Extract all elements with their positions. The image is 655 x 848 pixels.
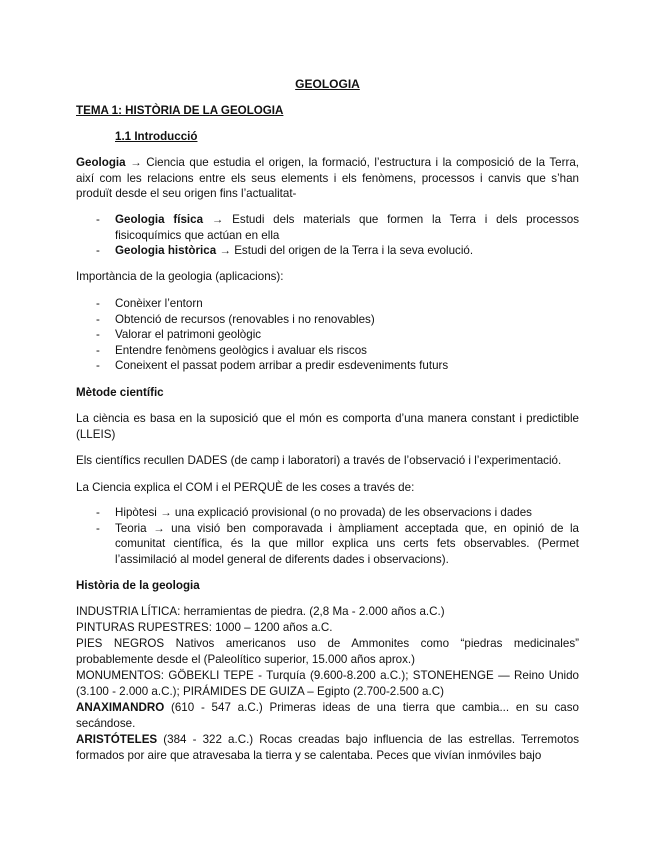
method-paragraph-3: La Ciencia explica el COM i el PERQUÈ de les coses a través de: <box>76 481 415 494</box>
list-item: - Conèixer l’entorn <box>76 296 579 312</box>
history-heading: Història de la geologia <box>76 579 200 592</box>
history-text: (384 - 322 a.C.) Rocas creadas bajo influencia de las estrellas. Terremotos formados por aire que atravesaba la tierra y se calentaba. Peces que vivían inmóviles bajo <box>76 733 579 762</box>
tema-heading: TEMA 1: HISTÒRIA DE LA GEOLOGIA <box>76 104 284 117</box>
history-text: (610 - 547 a.C.) Primeras ideas de una tierra que cambia... en su caso secándose. <box>76 701 579 730</box>
history-line: PINTURAS RUPESTRES: 1000 – 1200 años a.C. <box>76 621 333 634</box>
list-item <box>76 243 579 259</box>
history-term: ARISTÓTELES <box>76 733 158 746</box>
importance-intro: Importància de la geologia (aplicacions): <box>76 270 284 283</box>
history-line <box>76 700 579 732</box>
method-heading: Mètode científic <box>76 386 164 399</box>
definition-term: Geologia <box>76 156 126 169</box>
method-paragraph-1: La ciència es basa en la suposició que el món es comporta d’una manera constant i predictible (LLEIS) <box>76 412 579 441</box>
subsection-heading: 1.1 Introducció <box>115 130 198 143</box>
method-paragraph-2: Els científics recullen DADES (de camp i laboratori) a través de l’observació i l’experimentació. <box>76 454 562 467</box>
method-list <box>76 505 579 567</box>
geologia-definition <box>76 155 579 202</box>
branch-term: Geologia física <box>115 213 204 226</box>
history-line <box>76 732 579 764</box>
history-line: PIES NEGROS Nativos americanos uso de Ammonites como “piedras medicinales” probablemente desde el (Paleolítico superior, 15.000 años aprox.) <box>76 637 579 666</box>
list-item: - Teoria → una visió ben comporavada i àmpliament acceptada que, en opinió de la comunitat científica, és la que millor explica uns certs fets observables. (Permet l’assimilació al model general de diferents dades i observacions). <box>76 521 579 568</box>
history-term: ANAXIMANDRO <box>76 701 165 714</box>
branch-text: → Estudi del origen de la Terra i la seva evolució. <box>216 244 474 258</box>
history-line: MONUMENTOS: GÖBEKLI TEPE - Turquía (9.600-8.200 a.C.); STONEHENGE — Reino Unido (3.100 - 2.000 a.C.); PIRÁMIDES DE GUIZA – Egipto (2.700-2.500 a.C) <box>76 669 579 698</box>
document-title: GEOLOGIA <box>295 77 360 91</box>
definition-text: → Ciencia que estudia el origen, la formació, l’estructura i la composició de la Terra, així com les relacions entre els seus elements i els fenòmens, processos i canvis que s’han produït desde el seu origen fins l’actualitat- <box>76 156 579 201</box>
list-item: - Hipòtesi → una explicació provisional (o no provada) de les observacions i dades <box>76 505 579 521</box>
branch-text: → Estudi dels materials que formen la Terra i dels processos fisicoquímics que actúan en ella <box>115 213 579 242</box>
list-item: - Obtenció de recursos (renovables i no renovables) <box>76 312 579 328</box>
list-item: - Coneixent el passat podem arribar a predir esdeveniments futurs <box>76 358 579 374</box>
importance-list <box>76 296 579 374</box>
history-line: INDUSTRIA LÍTICA: herramientas de piedra. (2,8 Ma - 2.000 años a.C.) <box>76 605 445 618</box>
history-block <box>76 604 579 764</box>
list-item: - Valorar el patrimoni geològic <box>76 327 579 343</box>
branch-term: Geologia històrica <box>115 244 217 258</box>
list-item <box>76 212 579 243</box>
branches-list <box>76 212 579 259</box>
list-item: - Entendre fenòmens geològics i avaluar els riscos <box>76 343 579 359</box>
